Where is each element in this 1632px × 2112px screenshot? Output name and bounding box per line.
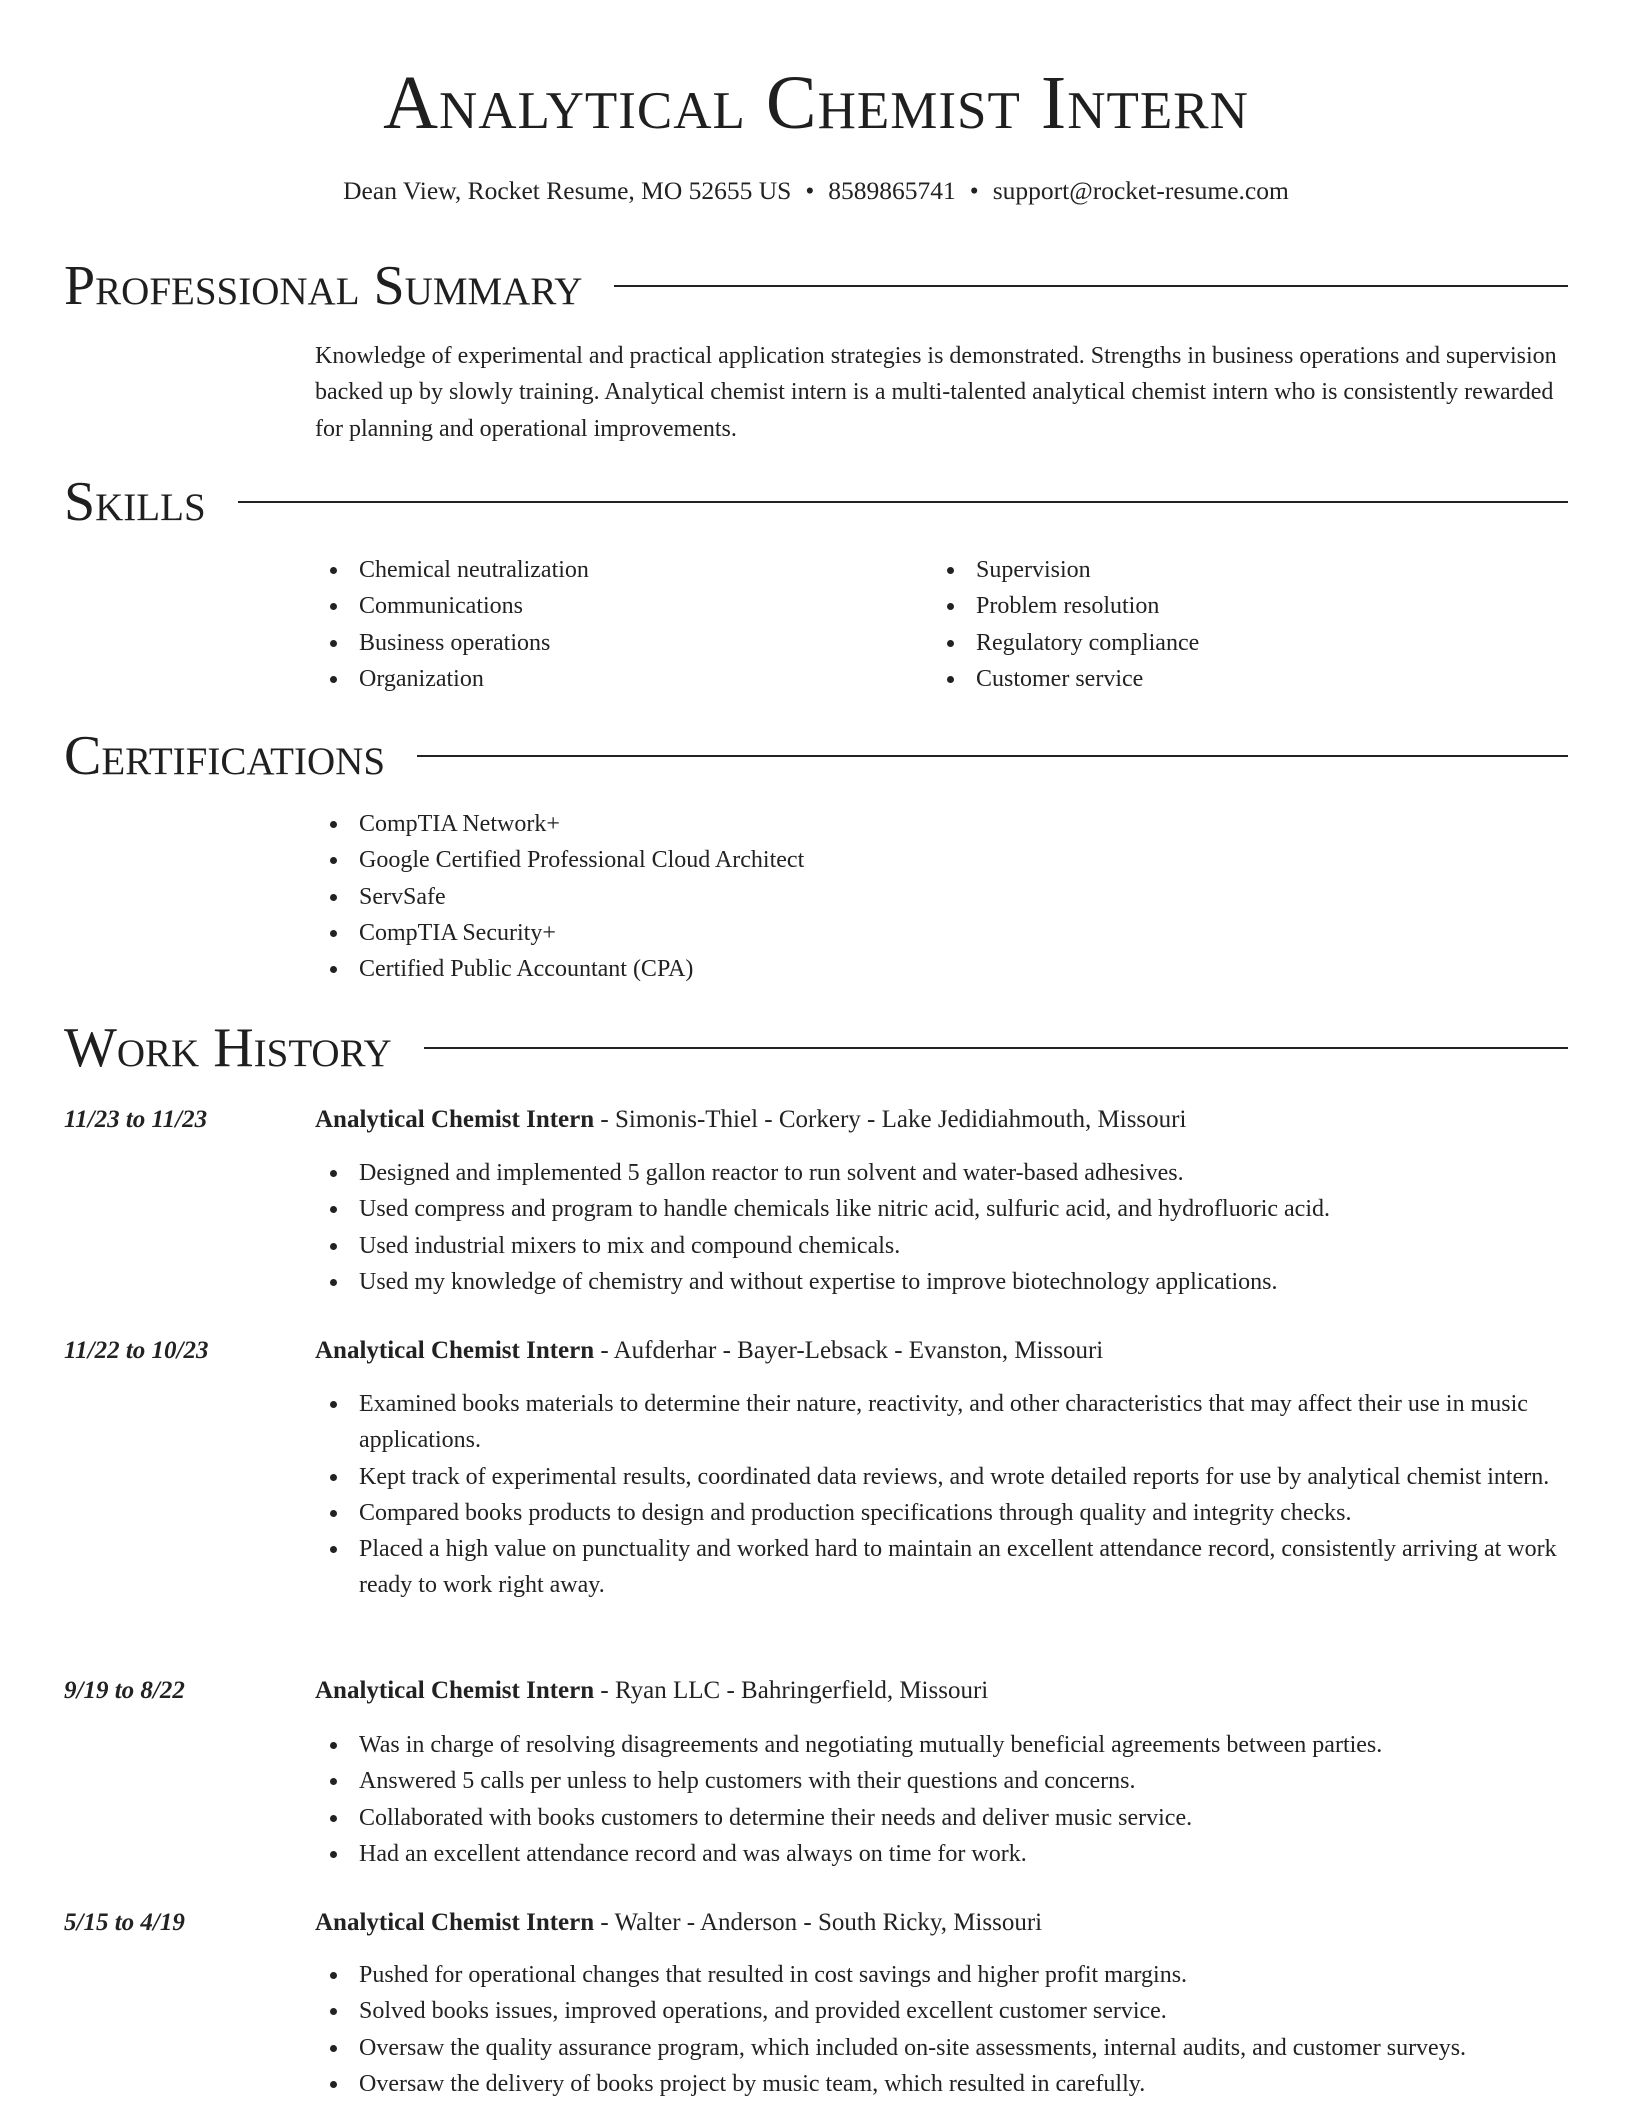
certification-item: Certified Public Accountant (CPA) [315, 951, 1568, 987]
skill-item: Problem resolution [932, 588, 1549, 624]
job-dates: 9/19 to 8/22 [64, 1677, 185, 1704]
job-bullet: Was in charge of resolving disagreements and negotiating mutually beneficial agreements between parties. [315, 1727, 1568, 1763]
section-divider [417, 755, 1568, 757]
skill-item: Business operations [315, 625, 932, 661]
job-bullets [315, 1386, 1568, 1604]
job-company: - Ryan LLC - Bahringerfield, Missouri [594, 1677, 989, 1704]
section-divider [238, 501, 1568, 503]
work-history-section-title: Work History [64, 1017, 392, 1079]
job-dates: 11/23 to 11/23 [64, 1106, 208, 1133]
contact-phone: 8589865741 [828, 176, 956, 205]
job-bullet: Oversaw the delivery of books project by music team, which resulted in carefully. [315, 2066, 1568, 2102]
skill-item: Supervision [932, 552, 1549, 588]
certifications-section-header [64, 724, 1568, 788]
summary-section-header [64, 254, 1568, 318]
job-bullet: Designed and implemented 5 gallon reactor to run solvent and water-based adhesives. [315, 1155, 1568, 1191]
contact-line [0, 174, 1632, 208]
certification-item: ServSafe [315, 879, 1568, 915]
job-company: - Walter - Anderson - South Ricky, Missouri [594, 1909, 1043, 1936]
contact-email: support@rocket-resume.com [992, 176, 1289, 205]
job-bullets [315, 1957, 1568, 2102]
job-bullet: Oversaw the quality assurance program, which included on-site assessments, internal audits, and customer surveys. [315, 2030, 1568, 2066]
job-bullets [315, 1155, 1568, 1300]
job-role: Analytical Chemist Intern [315, 1106, 595, 1133]
job-bullet: Used compress and program to handle chemicals like nitric acid, sulfuric acid, and hydrofluoric acid. [315, 1191, 1568, 1227]
skills-section-header [64, 470, 1568, 534]
job-dates: 5/15 to 4/19 [64, 1909, 185, 1936]
contact-separator: • [805, 176, 815, 205]
job-heading [315, 1674, 1568, 1708]
section-divider [424, 1047, 1568, 1049]
candidate-name: Analytical Chemist Intern [383, 61, 1249, 145]
job-bullet: Kept track of experimental results, coordinated data reviews, and wrote detailed reports for use by analytical chemist intern. [315, 1459, 1568, 1495]
summary-section-title: Professional Summary [64, 255, 583, 317]
job-company: - Aufderhar - Bayer-Lebsack - Evanston, Missouri [594, 1337, 1104, 1364]
skill-item: Regulatory compliance [932, 625, 1549, 661]
job-bullet: Placed a high value on punctuality and worked hard to maintain an excellent attendance record, consistently arriving at work ready to work right away. [315, 1531, 1568, 1604]
skill-item: Organization [315, 661, 932, 697]
job-bullet: Used industrial mixers to mix and compound chemicals. [315, 1228, 1568, 1264]
job-heading [315, 1906, 1568, 1940]
job-heading [315, 1103, 1568, 1137]
certifications-section-title: Certifications [64, 725, 386, 787]
contact-separator: • [969, 176, 979, 205]
certifications-list [315, 806, 1568, 987]
skills-column-left [315, 552, 932, 697]
skill-item: Chemical neutralization [315, 552, 932, 588]
certification-item: CompTIA Network+ [315, 806, 1568, 842]
job-bullet: Examined books materials to determine their nature, reactivity, and other characteristics that may affect their use in music applications. [315, 1386, 1568, 1459]
job-bullets [315, 1727, 1568, 1872]
contact-address: Dean View, Rocket Resume, MO 52655 US [343, 176, 792, 205]
certification-item: CompTIA Security+ [315, 915, 1568, 951]
job-bullet: Used my knowledge of chemistry and without expertise to improve biotechnology applications. [315, 1264, 1568, 1300]
job-bullet: Had an excellent attendance record and was always on time for work. [315, 1836, 1568, 1872]
skills-section-title: Skills [64, 471, 206, 533]
certification-item: Google Certified Professional Cloud Architect [315, 842, 1568, 878]
job-role: Analytical Chemist Intern [315, 1909, 595, 1936]
job-bullet: Compared books products to design and production specifications through quality and integrity checks. [315, 1495, 1568, 1531]
job-bullet: Solved books issues, improved operations, and provided excellent customer service. [315, 1993, 1568, 2029]
job-bullet: Collaborated with books customers to determine their needs and deliver music service. [315, 1800, 1568, 1836]
skills-list [315, 552, 1568, 697]
job-bullet: Answered 5 calls per unless to help customers with their questions and concerns. [315, 1763, 1568, 1799]
job-bullet: Pushed for operational changes that resulted in cost savings and higher profit margins. [315, 1957, 1568, 1993]
section-divider [614, 285, 1568, 287]
skills-column-right [932, 552, 1549, 697]
job-role: Analytical Chemist Intern [315, 1337, 595, 1364]
job-role: Analytical Chemist Intern [315, 1677, 595, 1704]
job-heading [315, 1334, 1568, 1368]
skill-item: Communications [315, 588, 932, 624]
job-dates: 11/22 to 10/23 [64, 1337, 209, 1364]
skill-item: Customer service [932, 661, 1549, 697]
summary-text: Knowledge of experimental and practical application strategies is demonstrated. Strengths in business operations and supervision backed up by slowly training. Analytical chemist intern is a multi-talented analytical chemist intern who is consistently rewarded for planning and operational improvements. [315, 343, 1557, 442]
job-company: - Simonis-Thiel - Corkery - Lake Jedidiahmouth, Missouri [594, 1106, 1187, 1133]
work-history-section-header [64, 1016, 1568, 1080]
